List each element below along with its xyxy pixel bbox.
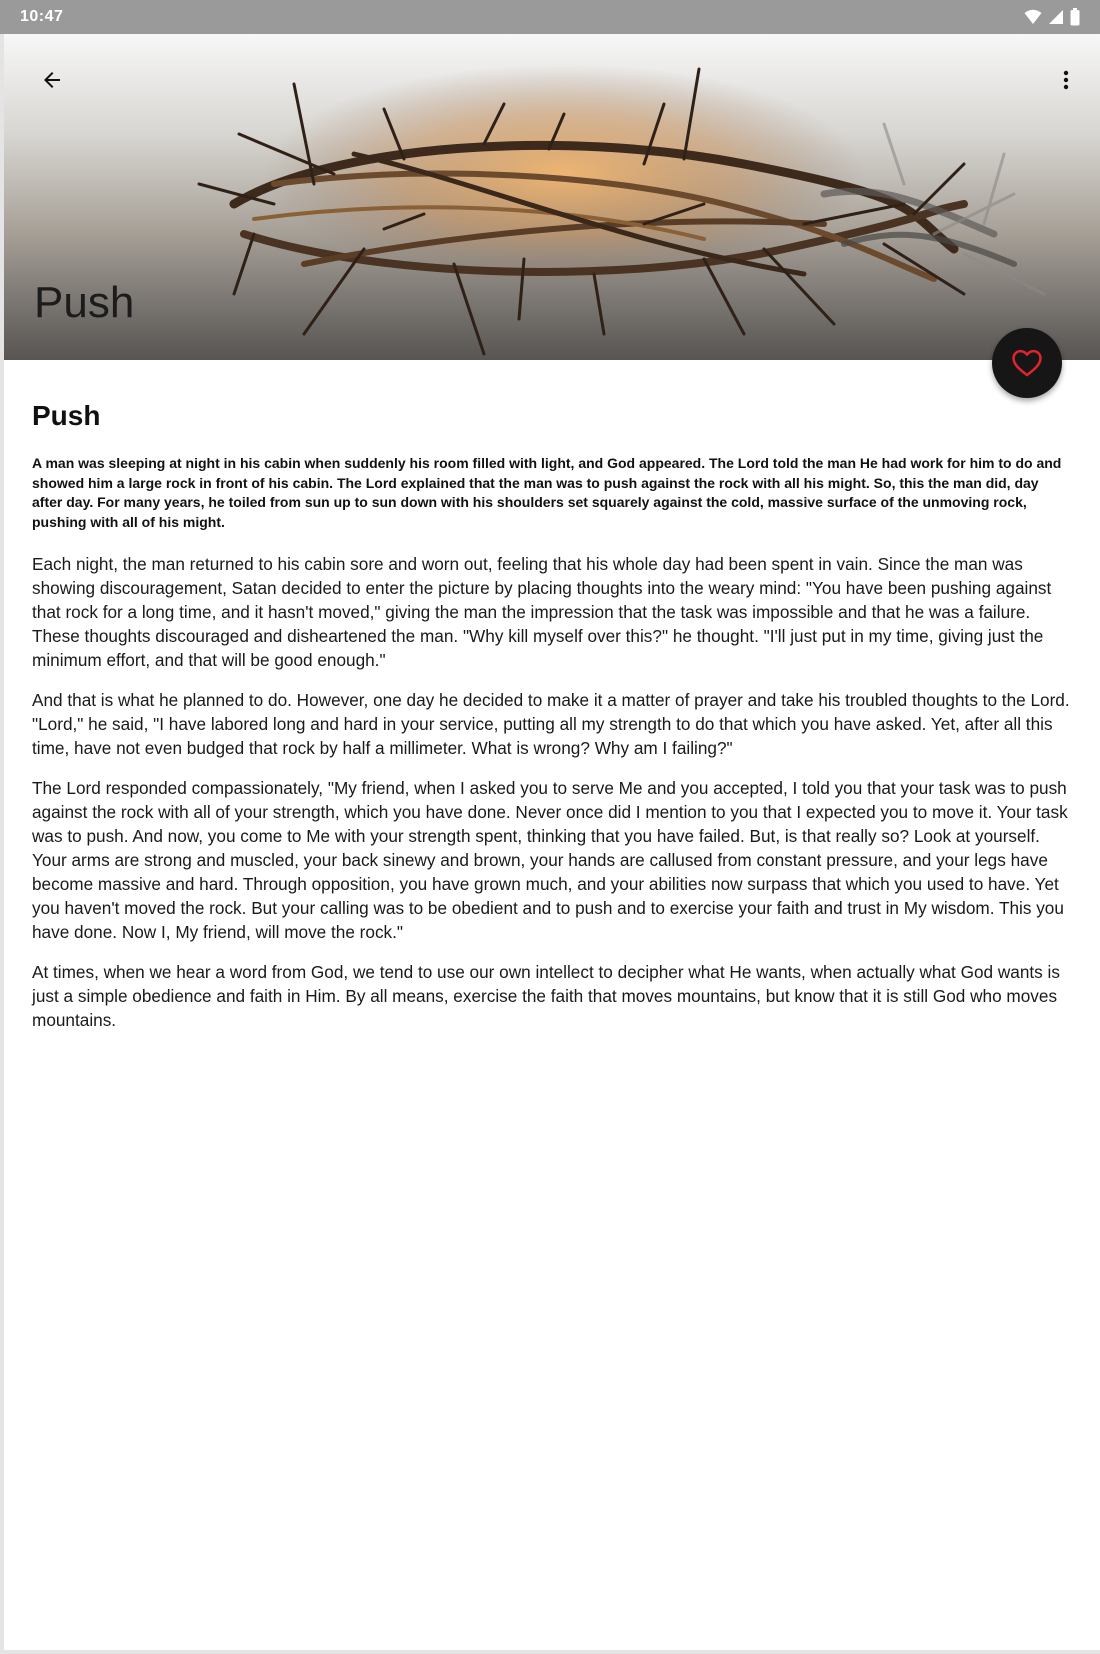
- header-title: Push: [34, 278, 135, 327]
- back-button[interactable]: [28, 56, 76, 104]
- signal-icon: [1048, 9, 1064, 25]
- article-paragraph: At times, when we hear a word from God, we tend to use our own intellect to decipher what He wants, when actually what God wants is just a simple obedience and faith in Him. By all means, exercise the faith that moves mountains, but know that it is still God who moves mountains.: [32, 962, 1060, 1030]
- status-time: 10:47: [20, 8, 64, 25]
- article-title: Push: [32, 400, 101, 431]
- crown-of-thorns-photo: [4, 34, 1100, 360]
- article-content: [32, 400, 1072, 1048]
- more-vert-icon: [1054, 68, 1078, 92]
- article-intro: A man was sleeping at night in his cabin when suddenly his room filled with light, and God appeared. The Lord told the man He had work for him to do and showed him a large rock in front of his cabin. The Lord explained that the man was to push against the rock with all his might. So, this the man did, day after day. For many years, he toiled from sun up to sun down with his shoulders set squarely against the cold, massive surface of the unmoving rock, pushing with all of his might.: [32, 455, 1062, 530]
- favorite-button[interactable]: [992, 328, 1062, 398]
- article-paragraph: The Lord responded compassionately, "My friend, when I asked you to serve Me and you accepted, I told you that your task was to push against the rock with all of your strength, which you have done. Never once did I mention to you that I expected you to move it. Your task was to push. And now, you come to Me with your strength spent, thinking that you have failed. But, is that really so? Look at yourself. Your arms are strong and muscled, your back sinewy and brown, your hands are callused from constant pressure, and your legs have become massive and hard. Through opposition, you have grown much, and your abilities now surpass that which you used to have. Yet you haven't moved the rock. But your calling was to be obedient and to push and to exercise your faith and trust in My wisdom. This you have done. Now I, My friend, will move the rock.": [32, 778, 1068, 942]
- collapsing-header: [4, 34, 1100, 360]
- article-screen: [4, 34, 1100, 1650]
- wifi-icon: [1024, 9, 1042, 25]
- article-paragraph: Each night, the man returned to his cabin sore and worn out, feeling that his whole day had been spent in vain. Since the man was showing discouragement, Satan decided to enter the picture by placing thoughts into the weary mind: "You have been pushing against that rock for a long time, and it hasn't moved," giving the man the impression that the task was impossible and that he was a failure. These thoughts discouraged and disheartened the man. "Why kill myself over this?" he thought. "I'll just put in my time, giving just the minimum effort, and that will be good enough.": [32, 554, 1052, 670]
- status-bar: [0, 0, 1100, 34]
- article-paragraph: And that is what he planned to do. However, one day he decided to make it a matter of prayer and take his troubled thoughts to the Lord. "Lord," he said, "I have labored long and hard in your service, putting all my strength to do that which you have asked. Yet, after all this time, have not even budged that rock by half a millimeter. What is wrong? Why am I failing?": [32, 690, 1070, 758]
- battery-icon: [1070, 8, 1080, 26]
- status-icons: [1024, 7, 1080, 27]
- heart-outline-icon: [1010, 346, 1044, 380]
- arrow-back-icon: [40, 68, 64, 92]
- overflow-menu-button[interactable]: [1042, 56, 1090, 104]
